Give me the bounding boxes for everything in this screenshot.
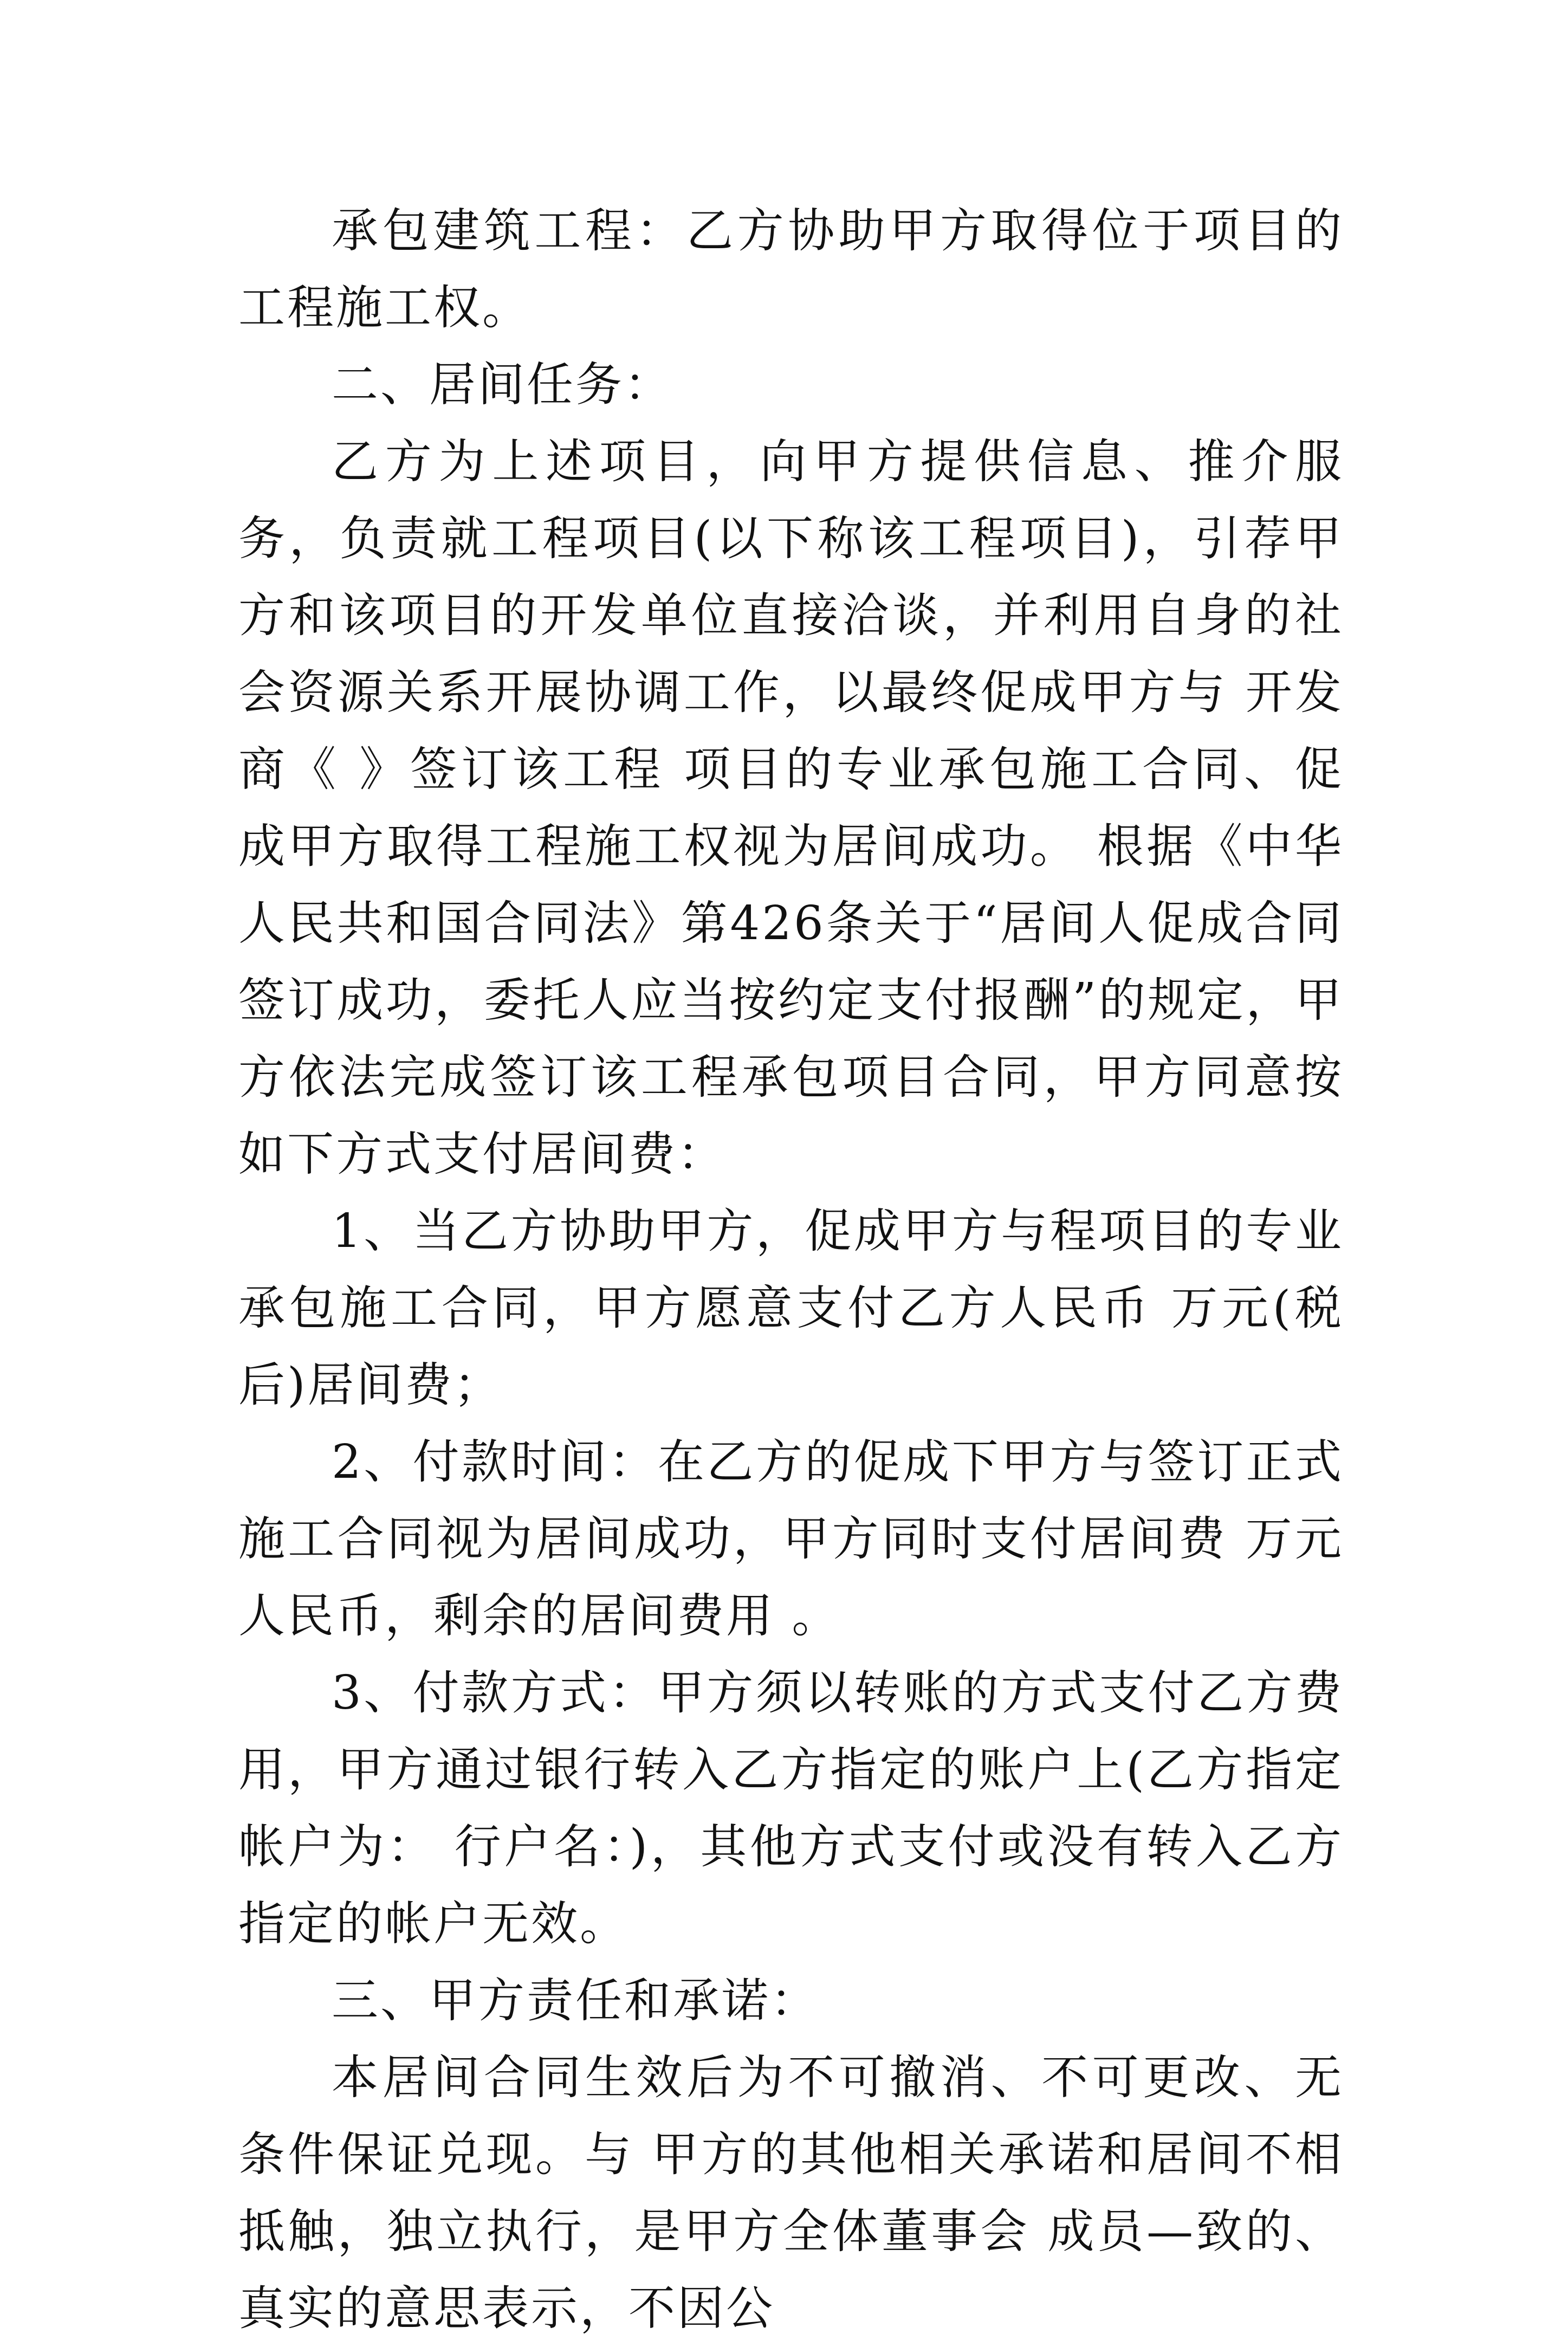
heading-intermediary-tasks: 二、居间任务：: [332, 358, 673, 412]
paragraph-construction-contract: 承包建筑工程：乙方协助甲方取得位于项目的工程施工权。: [238, 204, 1344, 335]
clause-1-fee-amount: 1、当乙方协助甲方，促成甲方与程项目的专业承包施工合同，甲方愿意支付乙方人民币 万元(税后)居间费；: [238, 1204, 1344, 1412]
heading-party-a-responsibilities: 三、甲方责任和承诺：: [332, 1974, 819, 2028]
document-body: [238, 192, 1344, 2347]
paragraph-party-a-responsibilities: 本居间合同生效后为不可撤消、不可更改、无条件保证兑现。与 甲方的其他相关承诺和居间不相抵触，独立执行，是甲方全体董事会 成员—致的、真实的意思表示，不因公: [238, 2051, 1344, 2336]
clause-3-payment-method: 3、付款方式：甲方须以转账的方式支付乙方费用，甲方通过银行转入乙方指定的账户上(乙方指定帐户为： 行户名：)，其他方式支付或没有转入乙方指定的帐户无效。: [238, 1666, 1344, 1951]
paragraph-intermediary-tasks: 乙方为上述项目，向甲方提供信息、推介服务，负责就工程项目(以下称该工程项目)，引荐甲方和该项目的开发单位直接洽谈，并利用自身的社会资源关系开展协调工作，以最终促成甲方与 开发商《 》签订该工程 项目的专业承包施工合同、促成甲方取得工程施工权视为居间成功。 根据《中华人民共和国合同法》第426条关于“居间人促成合同签订成功，委托人应当按约定支付报酬”的规定，甲方依法完成签订该工程承包项目合同，甲方同意按如下方式支付居间费：: [238, 435, 1344, 1181]
clause-2-payment-time: 2、付款时间：在乙方的促成下甲方与签订正式施工合同视为居间成功，甲方同时支付居间费 万元人民币，剩余的居间费用 。: [238, 1435, 1344, 1643]
